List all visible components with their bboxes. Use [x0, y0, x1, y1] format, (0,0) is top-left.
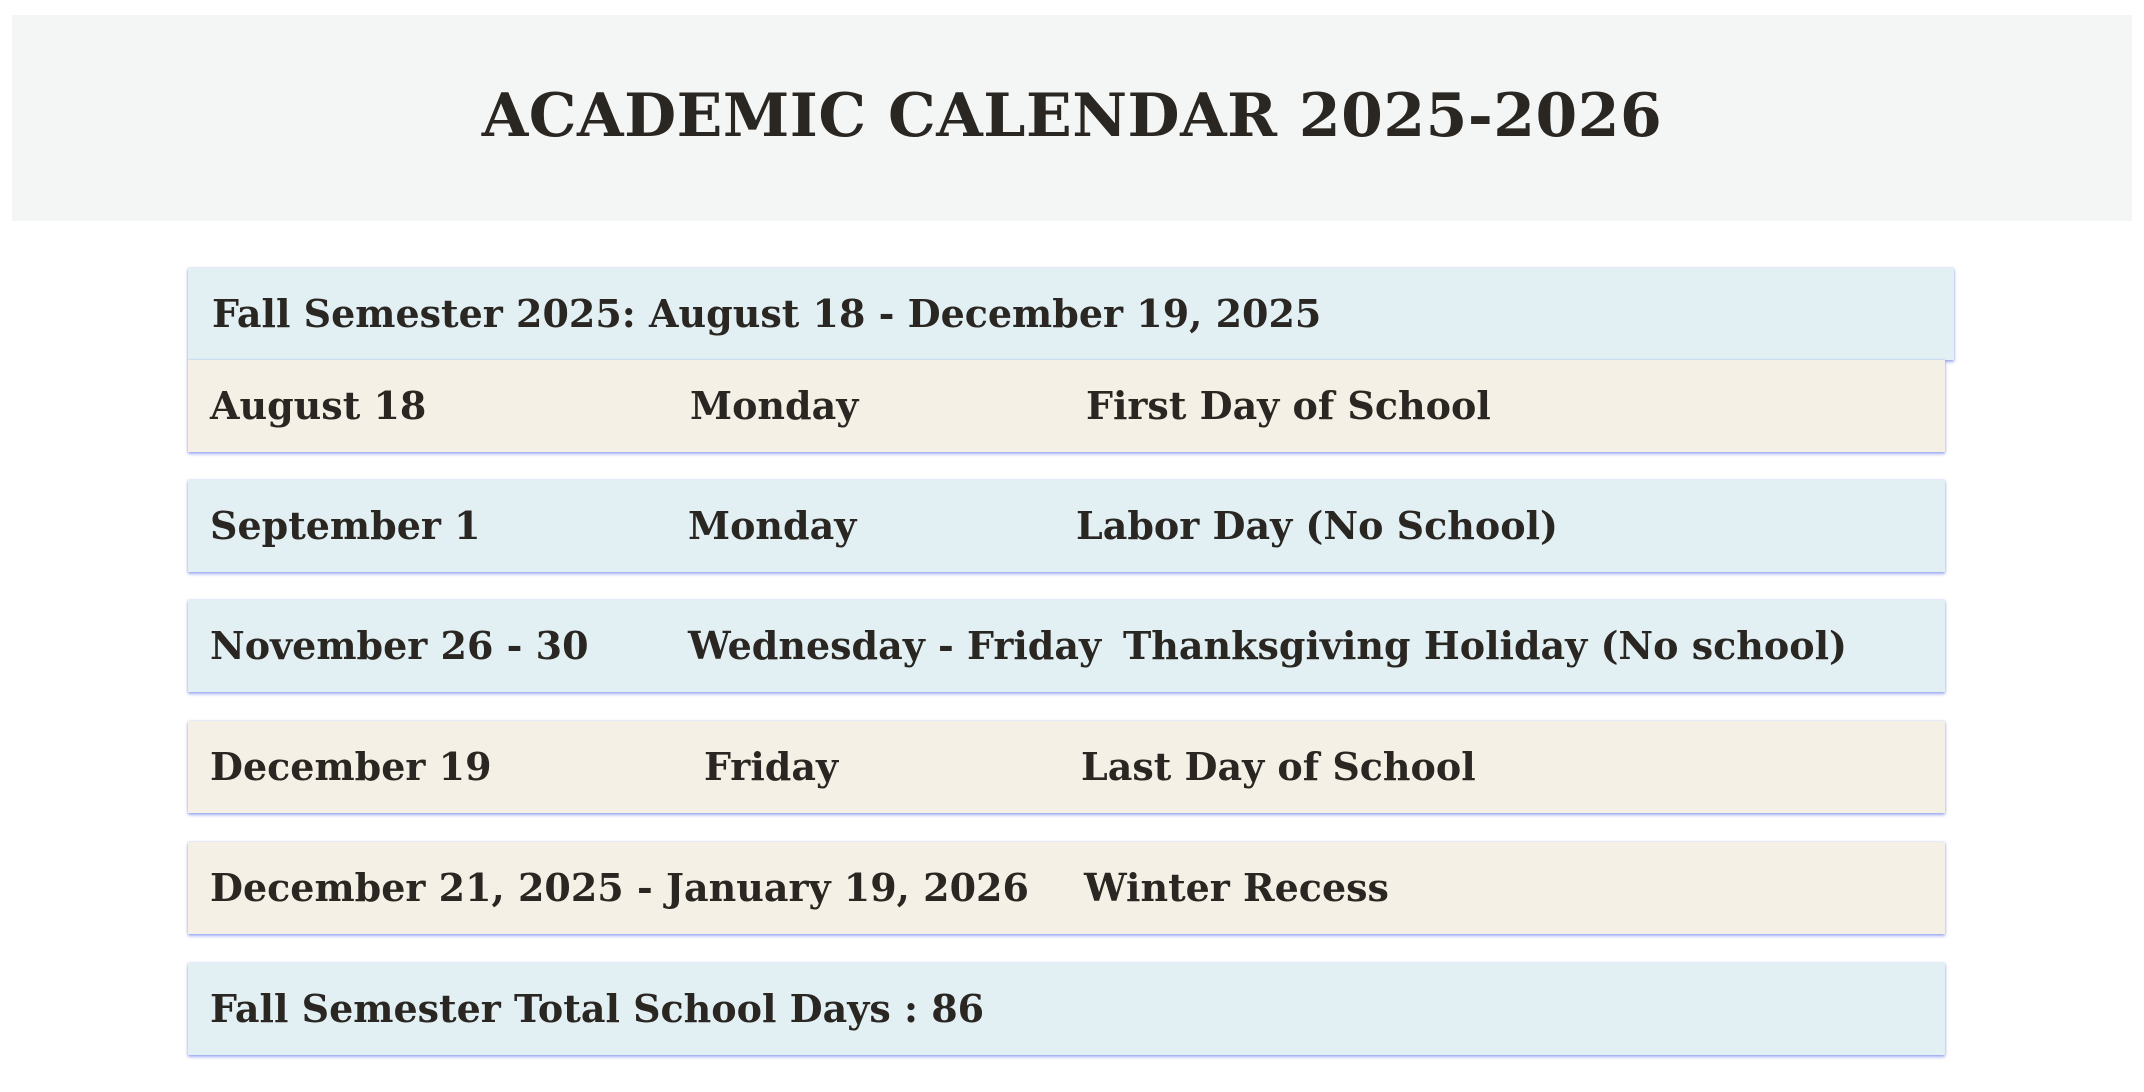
calendar-row: [188, 842, 1945, 934]
calendar-row: [188, 721, 1945, 813]
event-name: Thanksgiving Holiday (No school): [1123, 623, 1848, 668]
event-name: Labor Day (No School): [1076, 503, 1558, 548]
calendar-row: [188, 360, 1945, 452]
event-date: August 18: [210, 383, 427, 428]
event-day: Wednesday - Friday: [688, 623, 1102, 668]
semester-header-text: Fall Semester 2025: August 18 - December 19, 2025: [212, 291, 1322, 336]
total-days-text: Fall Semester Total School Days : 86: [210, 986, 985, 1031]
calendar-row: [188, 600, 1945, 692]
event-date: September 1: [210, 503, 481, 548]
event-day: Monday: [688, 503, 857, 548]
event-day: Monday: [690, 383, 859, 428]
page-title: ACADEMIC CALENDAR 2025-2026: [481, 81, 1663, 151]
total-days-row: [188, 963, 1945, 1055]
calendar-row: [188, 480, 1945, 572]
event-date: November 26 - 30: [210, 623, 589, 668]
semester-header: [188, 268, 1954, 360]
page-header: [12, 15, 2132, 221]
event-name: Winter Recess: [1084, 865, 1389, 910]
event-date: December 21, 2025 - January 19, 2026: [210, 865, 1029, 910]
event-name: First Day of School: [1086, 383, 1491, 428]
event-name: Last Day of School: [1081, 744, 1476, 789]
event-day: Friday: [704, 744, 839, 789]
event-date: December 19: [210, 744, 492, 789]
